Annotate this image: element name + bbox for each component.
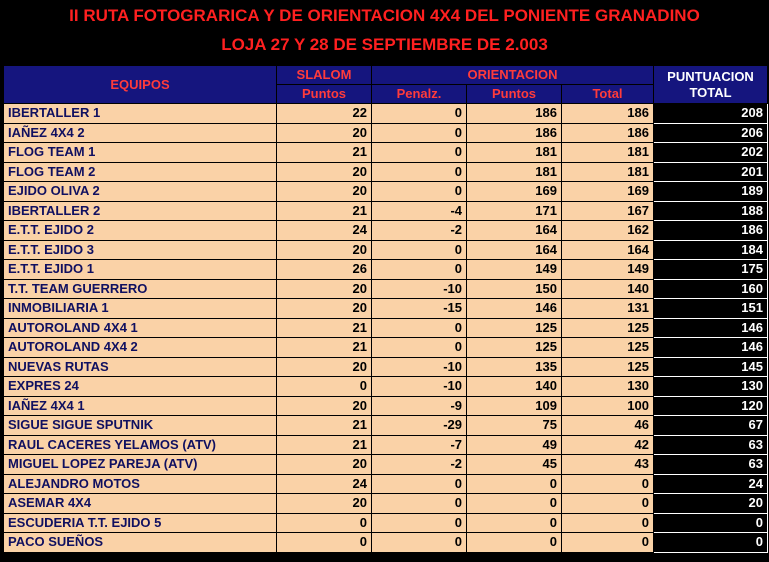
table-row (4, 455, 768, 475)
slalom-header[interactable]: SLALOM (277, 66, 372, 85)
orientation-total-cell[interactable]: 131 (562, 299, 654, 319)
table-row (4, 494, 768, 514)
puntuacion-header[interactable] (654, 66, 768, 104)
team-cell[interactable]: FLOG TEAM 1 (4, 143, 277, 163)
team-cell[interactable]: ESCUDERIA T.T. EJIDO 5 (4, 513, 277, 533)
orientation-points-cell[interactable]: 169 (467, 182, 562, 202)
team-cell[interactable]: E.T.T. EJIDO 1 (4, 260, 277, 280)
table-row (4, 143, 768, 163)
slalom-points-cell[interactable]: 21 (277, 201, 372, 221)
orientation-total-cell[interactable]: 0 (562, 533, 654, 553)
orientation-total-cell[interactable]: 125 (562, 357, 654, 377)
final-total-cell[interactable]: 188 (654, 201, 768, 221)
table-row (4, 104, 768, 124)
team-cell[interactable]: INMOBILIARIA 1 (4, 299, 277, 319)
orientation-points-cell[interactable]: 164 (467, 221, 562, 241)
orientation-total-cell[interactable]: 149 (562, 260, 654, 280)
penalty-cell[interactable]: -29 (372, 416, 467, 436)
title-line-1: II RUTA FOTOGRARICA Y DE ORIENTACION 4X4 DEL PONIENTE GRANADINO (69, 6, 700, 25)
slalom-points-cell[interactable]: 20 (277, 455, 372, 475)
orientation-total-cell[interactable]: 169 (562, 182, 654, 202)
penalty-cell[interactable]: 0 (372, 513, 467, 533)
final-total-cell[interactable]: 202 (654, 143, 768, 163)
penalty-cell[interactable]: -10 (372, 377, 467, 397)
slalom-points-cell[interactable]: 21 (277, 143, 372, 163)
final-total-cell[interactable]: 151 (654, 299, 768, 319)
penalty-cell[interactable]: -2 (372, 221, 467, 241)
table-row (4, 279, 768, 299)
final-total-cell[interactable]: 206 (654, 123, 768, 143)
table-row (4, 396, 768, 416)
penalty-cell[interactable]: 0 (372, 494, 467, 514)
orientation-points-cell[interactable]: 164 (467, 240, 562, 260)
title-line-2: LOJA 27 Y 28 DE SEPTIEMBRE DE 2.003 (221, 35, 548, 54)
table-row (4, 240, 768, 260)
table-row (4, 338, 768, 358)
orientation-total-cell[interactable]: 42 (562, 435, 654, 455)
table-row (4, 357, 768, 377)
penalty-cell[interactable]: 0 (372, 240, 467, 260)
orientacion-header[interactable]: ORIENTACION (372, 66, 654, 85)
orientation-points-cell[interactable]: 0 (467, 494, 562, 514)
final-total-cell[interactable]: 63 (654, 435, 768, 455)
orientation-total-cell[interactable]: 43 (562, 455, 654, 475)
team-cell[interactable]: RAUL CACERES YELAMOS (ATV) (4, 435, 277, 455)
slalom-points-cell[interactable]: 20 (277, 357, 372, 377)
final-total-cell[interactable]: 186 (654, 221, 768, 241)
team-cell[interactable]: IBERTALLER 2 (4, 201, 277, 221)
slalom-points-cell[interactable]: 22 (277, 104, 372, 124)
penalty-cell[interactable]: 0 (372, 318, 467, 338)
final-total-cell[interactable]: 208 (654, 104, 768, 124)
slalom-puntos-header[interactable]: Puntos (277, 85, 372, 104)
orientation-total-cell[interactable]: 186 (562, 123, 654, 143)
final-total-cell[interactable]: 184 (654, 240, 768, 260)
orientation-points-cell[interactable]: 181 (467, 143, 562, 163)
team-cell[interactable]: FLOG TEAM 2 (4, 162, 277, 182)
slalom-points-cell[interactable]: 24 (277, 221, 372, 241)
penalty-cell[interactable]: 0 (372, 260, 467, 280)
team-cell[interactable]: E.T.T. EJIDO 3 (4, 240, 277, 260)
orientation-total-cell[interactable]: 164 (562, 240, 654, 260)
results-table (3, 65, 768, 553)
orientation-points-cell[interactable]: 0 (467, 474, 562, 494)
team-cell[interactable]: AUTOROLAND 4X4 1 (4, 318, 277, 338)
table-row (4, 435, 768, 455)
final-total-cell[interactable]: 175 (654, 260, 768, 280)
slalom-points-cell[interactable]: 20 (277, 123, 372, 143)
team-cell[interactable]: ALEJANDRO MOTOS (4, 474, 277, 494)
penalty-cell[interactable]: 0 (372, 162, 467, 182)
final-total-cell[interactable]: 63 (654, 455, 768, 475)
orientation-points-cell[interactable]: 49 (467, 435, 562, 455)
slalom-points-cell[interactable]: 0 (277, 533, 372, 553)
penalty-cell[interactable]: -10 (372, 357, 467, 377)
orientation-points-cell[interactable]: 45 (467, 455, 562, 475)
orientation-points-cell[interactable]: 135 (467, 357, 562, 377)
orientation-points-cell[interactable]: 0 (467, 533, 562, 553)
table-row (4, 533, 768, 553)
orientation-total-cell[interactable]: 0 (562, 474, 654, 494)
slalom-points-cell[interactable]: 0 (277, 377, 372, 397)
orientation-total-cell[interactable]: 186 (562, 104, 654, 124)
table-row (4, 162, 768, 182)
final-total-cell[interactable]: 0 (654, 513, 768, 533)
table-row (4, 123, 768, 143)
table-row (4, 201, 768, 221)
slalom-points-cell[interactable]: 24 (277, 474, 372, 494)
orientation-points-cell[interactable]: 125 (467, 338, 562, 358)
slalom-points-cell[interactable]: 21 (277, 318, 372, 338)
slalom-points-cell[interactable]: 20 (277, 162, 372, 182)
table-row (4, 318, 768, 338)
orientation-points-cell[interactable]: 109 (467, 396, 562, 416)
orientation-points-cell[interactable]: 146 (467, 299, 562, 319)
orientation-points-cell[interactable]: 181 (467, 162, 562, 182)
orientation-points-cell[interactable]: 75 (467, 416, 562, 436)
orientation-total-cell[interactable]: 100 (562, 396, 654, 416)
orientation-total-cell[interactable]: 125 (562, 318, 654, 338)
final-total-cell[interactable]: 67 (654, 416, 768, 436)
orientation-total-cell[interactable]: 181 (562, 143, 654, 163)
orientation-points-cell[interactable]: 0 (467, 513, 562, 533)
team-cell[interactable]: IAÑEZ 4X4 1 (4, 396, 277, 416)
table-row (4, 221, 768, 241)
slalom-points-cell[interactable]: 20 (277, 182, 372, 202)
table-row (4, 377, 768, 397)
penalty-cell[interactable]: -2 (372, 455, 467, 475)
penalty-cell[interactable]: 0 (372, 123, 467, 143)
team-cell[interactable]: E.T.T. EJIDO 2 (4, 221, 277, 241)
slalom-points-cell[interactable]: 20 (277, 240, 372, 260)
orientation-total-cell[interactable]: 0 (562, 494, 654, 514)
slalom-points-cell[interactable]: 0 (277, 513, 372, 533)
team-cell[interactable]: MIGUEL LOPEZ PAREJA (ATV) (4, 455, 277, 475)
table-row (4, 299, 768, 319)
final-total-cell[interactable]: 160 (654, 279, 768, 299)
team-cell[interactable]: ASEMAR 4X4 (4, 494, 277, 514)
slalom-points-cell[interactable]: 21 (277, 416, 372, 436)
final-total-cell[interactable]: 0 (654, 533, 768, 553)
equipos-header[interactable]: EQUIPOS (4, 66, 277, 104)
slalom-points-cell[interactable]: 20 (277, 299, 372, 319)
penalty-cell[interactable]: 0 (372, 338, 467, 358)
slalom-points-cell[interactable]: 20 (277, 279, 372, 299)
final-total-cell[interactable]: 146 (654, 318, 768, 338)
table-row (4, 416, 768, 436)
slalom-points-cell[interactable]: 26 (277, 260, 372, 280)
penalz-header[interactable]: Penalz. (372, 85, 467, 104)
orientation-total-cell[interactable]: 162 (562, 221, 654, 241)
team-cell[interactable]: IAÑEZ 4X4 2 (4, 123, 277, 143)
orientation-points-cell[interactable]: 140 (467, 377, 562, 397)
team-cell[interactable]: EJIDO OLIVA 2 (4, 182, 277, 202)
orientation-points-cell[interactable]: 125 (467, 318, 562, 338)
table-row (4, 260, 768, 280)
penalty-cell[interactable]: -9 (372, 396, 467, 416)
penalty-cell[interactable]: 0 (372, 104, 467, 124)
team-cell[interactable]: IBERTALLER 1 (4, 104, 277, 124)
table-row (4, 182, 768, 202)
penalty-cell[interactable]: -7 (372, 435, 467, 455)
penalty-cell[interactable]: 0 (372, 182, 467, 202)
team-cell[interactable]: SIGUE SIGUE SPUTNIK (4, 416, 277, 436)
orientation-total-cell[interactable]: 125 (562, 338, 654, 358)
final-total-cell[interactable]: 189 (654, 182, 768, 202)
final-total-cell[interactable]: 145 (654, 357, 768, 377)
title-block (0, 0, 769, 62)
table-row (4, 474, 768, 494)
orientation-total-cell[interactable]: 140 (562, 279, 654, 299)
orient-puntos-header[interactable]: Puntos (467, 85, 562, 104)
penalty-cell[interactable]: 0 (372, 143, 467, 163)
penalty-cell[interactable]: -15 (372, 299, 467, 319)
slalom-points-cell[interactable]: 21 (277, 338, 372, 358)
team-cell[interactable]: EXPRES 24 (4, 377, 277, 397)
table-row (4, 513, 768, 533)
team-cell[interactable]: NUEVAS RUTAS (4, 357, 277, 377)
team-cell[interactable]: T.T. TEAM GUERRERO (4, 279, 277, 299)
orientation-total-cell[interactable]: 46 (562, 416, 654, 436)
orientation-points-cell[interactable]: 171 (467, 201, 562, 221)
final-total-cell[interactable]: 24 (654, 474, 768, 494)
orientation-total-cell[interactable]: 130 (562, 377, 654, 397)
slalom-points-cell[interactable]: 21 (277, 435, 372, 455)
orient-total-header[interactable]: Total (562, 85, 654, 104)
puntuacion-label: PUNTUACION (667, 68, 754, 84)
orientation-points-cell[interactable]: 186 (467, 123, 562, 143)
final-total-cell[interactable]: 146 (654, 338, 768, 358)
orientation-total-cell[interactable]: 167 (562, 201, 654, 221)
orientation-points-cell[interactable]: 150 (467, 279, 562, 299)
final-total-cell[interactable]: 130 (654, 377, 768, 397)
penalty-cell[interactable]: 0 (372, 533, 467, 553)
final-total-cell[interactable]: 20 (654, 494, 768, 514)
orientation-total-cell[interactable]: 181 (562, 162, 654, 182)
final-total-cell[interactable]: 120 (654, 396, 768, 416)
orientation-points-cell[interactable]: 186 (467, 104, 562, 124)
orientation-total-cell[interactable]: 0 (562, 513, 654, 533)
team-cell[interactable]: PACO SUEÑOS (4, 533, 277, 553)
final-total-cell[interactable]: 201 (654, 162, 768, 182)
slalom-points-cell[interactable]: 20 (277, 396, 372, 416)
penalty-cell[interactable]: 0 (372, 474, 467, 494)
orientation-points-cell[interactable]: 149 (467, 260, 562, 280)
penalty-cell[interactable]: -10 (372, 279, 467, 299)
slalom-points-cell[interactable]: 20 (277, 494, 372, 514)
penalty-cell[interactable]: -4 (372, 201, 467, 221)
team-cell[interactable]: AUTOROLAND 4X4 2 (4, 338, 277, 358)
puntuacion-total-label: TOTAL (689, 84, 732, 100)
